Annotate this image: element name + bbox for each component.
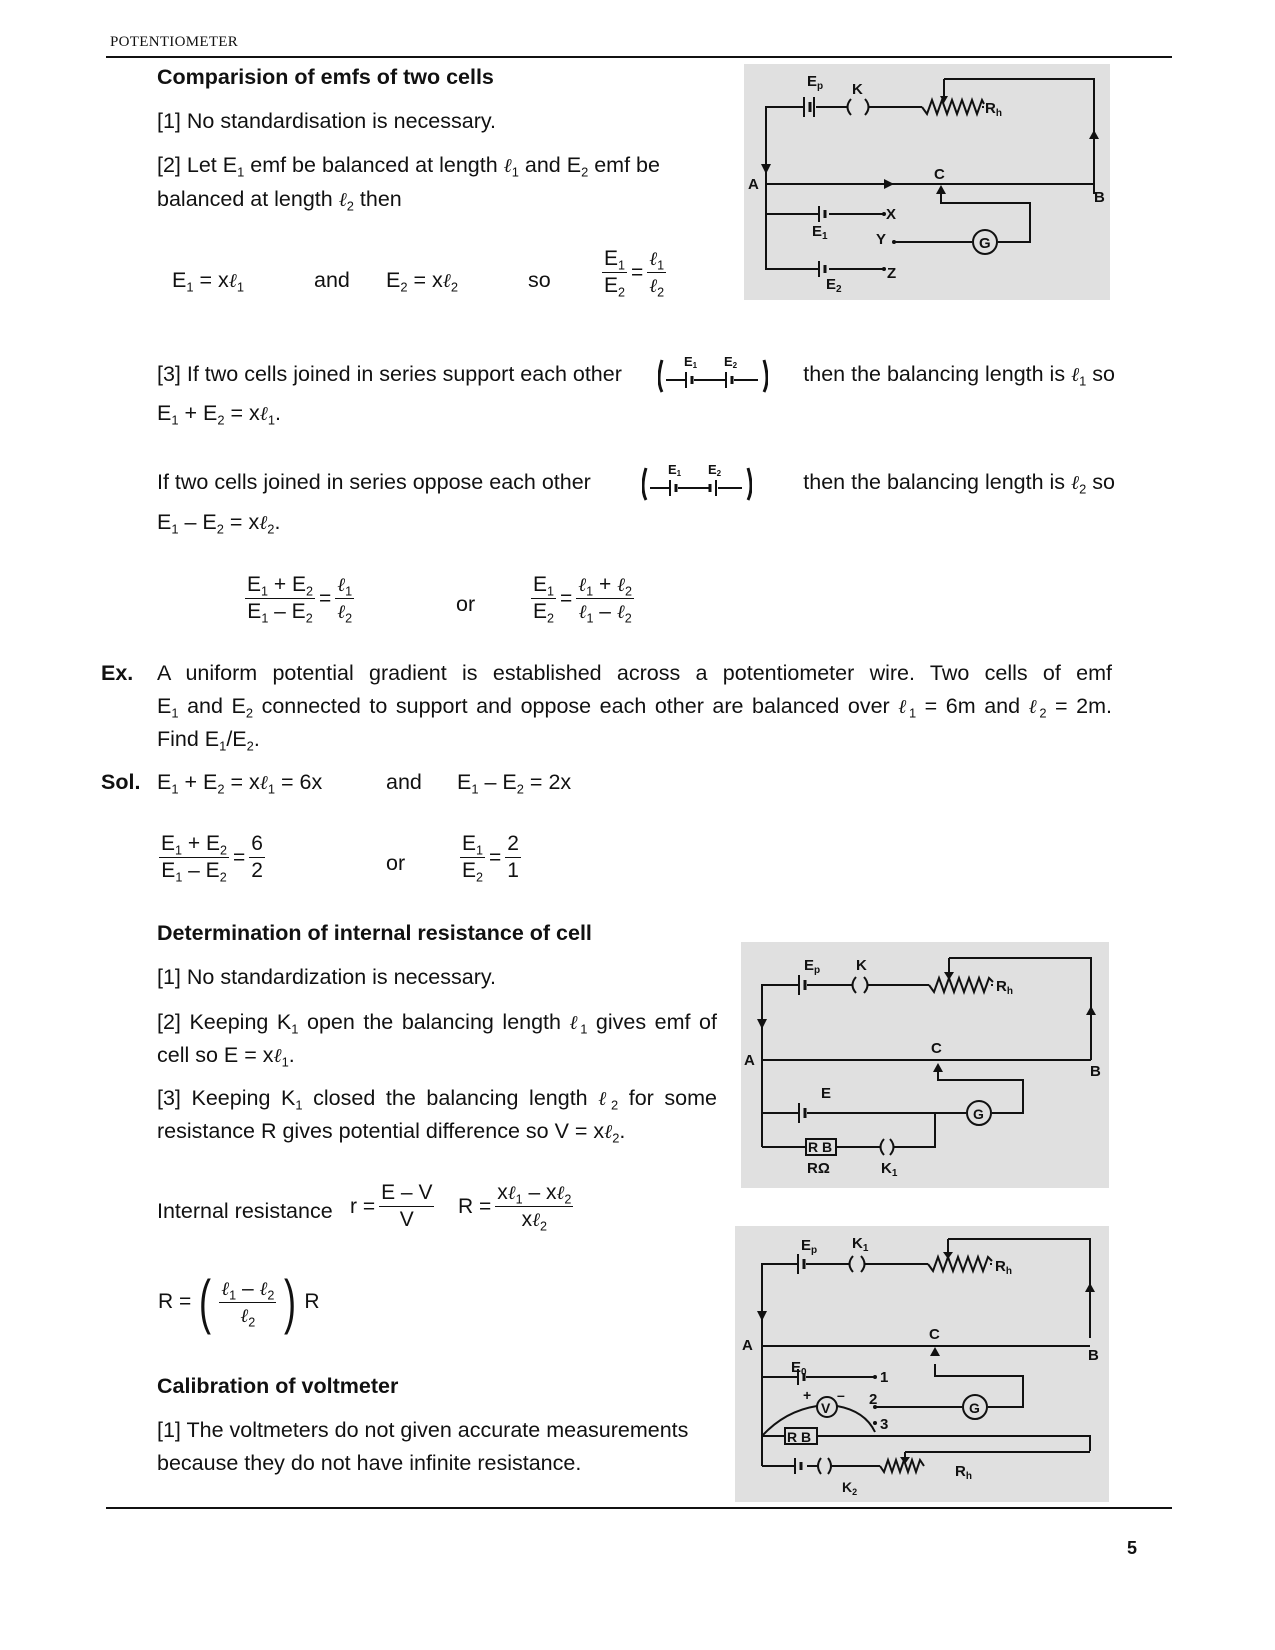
svg-text:Rh: $R_h$ [995,1258,1012,1277]
example-line1: A uniform potential gradient is established across a potentiometer wire. Two cells of emf [157,661,1112,685]
eq-and: and [314,268,350,292]
svg-text:3: 3 [880,1416,889,1433]
svg-text:C: C [929,1326,940,1343]
svg-text:G: G [973,1106,984,1122]
svg-text:K: K [852,81,863,98]
example-label: Ex. [101,661,134,685]
section2-point3: [3] Keeping $K_1$ closed the balancing length ℓ$_2$ for some [157,1086,718,1113]
svg-text:E2: $E_2$ [826,276,842,295]
circuit-diagram-voltmeter-calibration [735,1226,1109,1502]
section1-point1: [1] No standardisation is necessary. [157,109,496,133]
ratio-e1-e2: $\frac{E_1}{E_2}$ = $\frac{\ell_1}{\ell_2}$ [604,247,665,300]
svg-text:Ep: $E_p$ [804,957,821,976]
section1-point2-line2: balanced at length ℓ$_2$ then [157,187,402,214]
svg-text:G: G [979,235,991,252]
svg-text:RΩ: RΩ [807,1160,830,1177]
svg-text:E2: E2 [708,462,722,478]
section1-oppose: If two cells joined in series oppose each other E1 E2 then the balancing length is ℓ$_2$ so [157,460,1115,504]
resistance-formula-simplified: R = ( $\frac{\ell_1 - \ell_2}{\ell_2}$ ) R [158,1268,320,1335]
section-title-calibration: Calibration of voltmeter [157,1374,399,1398]
solution-eq1: $E_1 + E_2$ = xℓ$_1$ = 6x [157,770,323,797]
header-rule [106,56,1172,58]
solution-label: Sol. [101,770,141,794]
svg-text:K1: $K_1$ [852,1235,869,1254]
svg-text:K2: $K_2$ [842,1479,858,1497]
svg-text:X: X [886,206,897,223]
section1-point2: [2] Let $E_1$ emf be balanced at length ℓ$_1$ and $E_2$ emf be [157,153,660,180]
svg-text:–: – [837,1387,845,1403]
section2-point2: [2] Keeping $K_1$ open the balancing length ℓ$_1$ gives emf of [157,1010,717,1037]
svg-text:B: B [1090,1063,1101,1080]
svg-text:C: C [934,166,945,183]
svg-text:2: 2 [869,1391,878,1408]
svg-text:R B: R B [808,1139,833,1155]
svg-text:K1: $K_1$ [881,1160,898,1179]
circuit-diagram-internal-resistance [741,942,1109,1188]
svg-text:Ep: $E_p$ [801,1237,818,1256]
or-label: or [456,592,476,616]
svg-text:E1: E1 [683,354,697,370]
section-title-comparison: Comparision of emfs of two cells [157,65,494,89]
svg-text:E1: $E_1$ [812,223,828,242]
section3-point1-line2: because they do not have infinite resistance. [157,1451,582,1475]
svg-text:B: B [1094,189,1105,206]
example-line2: $E_1$ and $E_2$ connected to support and oppose each other are balanced over ℓ$_1$ = 6m and ℓ$_2$ = 2m. [157,694,1113,721]
eq-e1: $E_1$ = xℓ$_1$ [172,268,245,295]
solution-and: and [386,770,422,794]
svg-text:E: E [821,1085,832,1102]
section2-point1: [1] No standardization is necessary. [157,965,496,989]
section1-point3: [3] If two cells joined in series support each other E1 E2 then the balancing length is ℓ$_1$ so [157,352,1115,396]
running-header: POTENTIOMETER [110,34,239,50]
svg-text:K: K [856,957,867,974]
ratio-e1-e2-lengths: $\frac{E_1}{E_2}$ = $\frac{\ell_1 + \ell_2}{\ell_1 - \ell_2}$ [533,573,633,626]
section2-point2-line2: cell so E = xℓ$_1$. [157,1043,295,1070]
section-title-internal-resistance: Determination of internal resistance of cell [157,921,592,945]
svg-text:E2: E2 [723,354,737,370]
svg-text:+: + [803,1387,812,1403]
section3-point1-line1: [1] The voltmeters do not given accurate measurements [157,1418,689,1442]
series-oppose-cells-icon [642,460,752,504]
svg-text:Rh: $R_h$ [955,1463,972,1482]
svg-text:G: G [969,1400,980,1416]
circuit-diagram-emf-comparison [744,64,1110,300]
example-line3: Find $E_1/E_2$. [157,727,260,754]
solution-ratio1: $\frac{E_1 + E_2}{E_1 - E_2}$ = $\frac{6}{2}$ [161,832,263,885]
eq-so: so [528,268,551,292]
svg-text:1: 1 [880,1369,889,1386]
svg-text:A: A [744,1052,755,1069]
svg-text:E0: $E_0$ [791,1359,807,1378]
svg-text:B: B [1088,1347,1099,1364]
solution-eq2: $E_1 - E_2 = 2x$ [457,770,572,797]
svg-text:A: A [748,176,759,193]
svg-text:E1: E1 [668,462,682,478]
svg-text:R B: R B [787,1429,812,1445]
page-number: 5 [1126,1538,1137,1558]
internal-resistance-label: Internal resistance [157,1199,333,1223]
svg-text:Rh: $R_h$ [996,978,1013,997]
solution-ratio2: $\frac{E_1}{E_2}$ = $\frac{2}{1}$ [462,832,519,885]
svg-text:Rh: $R_h$ [985,100,1002,119]
series-support-cells-icon [658,352,768,396]
svg-text:C: C [931,1040,942,1057]
resistance-formula: R = $\frac{x\ell_1 - x\ell_2}{x\ell_2}$ [458,1181,572,1234]
eq-e2: $E_2$ = xℓ$_2$ [386,268,459,295]
svg-text:Ep: $E_p$ [807,73,824,92]
svg-text:Z: Z [887,265,897,282]
section2-point3-line2: resistance R gives potential difference so V = xℓ$_2$. [157,1119,626,1146]
svg-text:A: A [742,1337,753,1354]
internal-resistance-formula: r = $\frac{E - V}{V}$ [350,1181,433,1231]
series-support-equation: $E_1 + E_2$ = xℓ$_1$. [157,401,282,428]
svg-text:V: V [821,1400,831,1416]
footer-rule [106,1507,1172,1509]
solution-or: or [386,851,406,875]
svg-text:Y: Y [876,231,887,248]
series-oppose-equation: $E_1 - E_2$ = xℓ$_2$. [157,510,281,537]
ratio-sum-diff: $\frac{E_1 + E_2}{E_1 - E_2}$ = $\frac{\ell_1}{\ell_2}$ [247,573,353,626]
